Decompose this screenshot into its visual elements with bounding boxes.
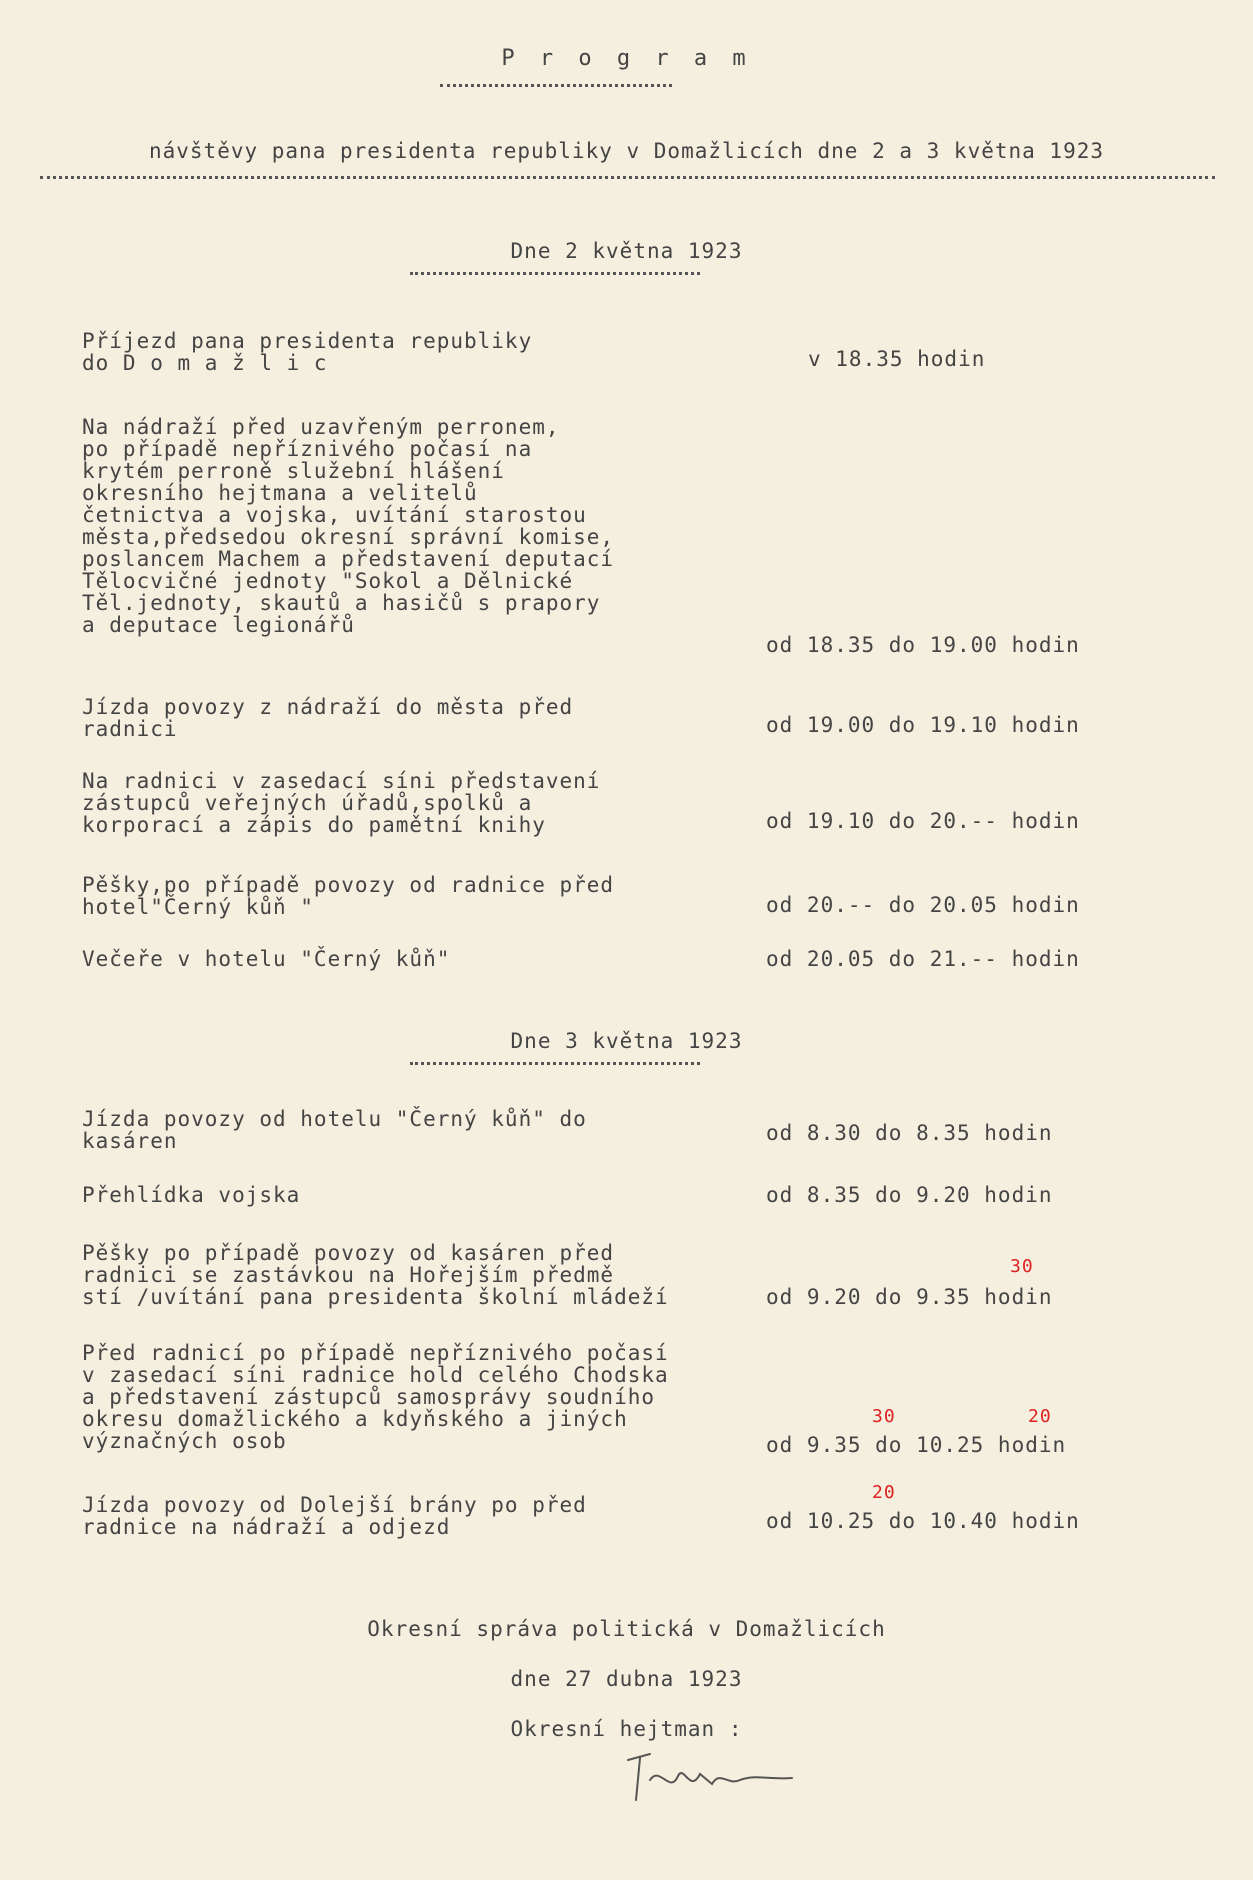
schedule-row bbox=[82, 696, 1182, 756]
issuing-office: Okresní správa politická v Domažlicích bbox=[367, 1617, 886, 1641]
schedule-row bbox=[82, 1242, 1182, 1322]
schedule-time: od 9.20 do 9.35 hodin bbox=[766, 1285, 1053, 1309]
document-subtitle: návštěvy pana presidenta republiky v Domažlicích dne 2 a 3 května 1923 bbox=[148, 139, 1104, 163]
document-title: P r o g r a m bbox=[501, 46, 752, 71]
schedule-time: od 8.30 do 8.35 hodin bbox=[766, 1121, 1053, 1145]
schedule-row bbox=[82, 874, 1182, 934]
schedule-description: Na radnici v zasedací síni představení zástupců veřejných úřadů,spolků a korporací a zápis do pamětní knihy bbox=[82, 769, 601, 837]
day2-heading-underline bbox=[410, 1062, 700, 1065]
schedule-time: od 10.25 do 10.40 hodin bbox=[766, 1509, 1080, 1533]
handwritten-signature bbox=[620, 1740, 800, 1820]
schedule-description: Pěšky,po případě povozy od radnice před hotel"Černý kůň " bbox=[82, 873, 615, 919]
schedule-time: od 18.35 do 19.00 hodin bbox=[766, 633, 1080, 657]
schedule-description: Přehlídka vojska bbox=[82, 1183, 301, 1207]
schedule-time: od 20.05 do 21.-- hodin bbox=[766, 947, 1080, 971]
signature-line-label: Okresní hejtman : bbox=[510, 1717, 743, 1741]
handwritten-correction: 30 bbox=[1010, 1256, 1034, 1277]
schedule-row bbox=[82, 1108, 1182, 1168]
schedule-time: v 18.35 hodin bbox=[808, 347, 986, 371]
schedule-description: Pěšky po případě povozy od kasáren před radnici se zastávkou na Hořejším předmě stí /uvítání pana presidenta školní mládeží bbox=[82, 1241, 669, 1309]
schedule-description: Jízda povozy od hotelu "Černý kůň" do kasáren bbox=[82, 1107, 587, 1153]
day2-heading: Dne 3 května 1923 bbox=[510, 1029, 743, 1053]
schedule-row bbox=[82, 1342, 1182, 1462]
schedule-row bbox=[82, 1184, 1182, 1244]
schedule-time: od 9.35 do 10.25 hodin bbox=[766, 1433, 1067, 1457]
day1-heading: Dne 2 května 1923 bbox=[510, 239, 743, 263]
subtitle-underline bbox=[40, 176, 1215, 179]
handwritten-correction: 30 bbox=[872, 1406, 896, 1427]
day1-heading-underline bbox=[410, 272, 700, 275]
schedule-row bbox=[82, 330, 1182, 390]
schedule-time: od 19.00 do 19.10 hodin bbox=[766, 713, 1080, 737]
title-underline bbox=[440, 84, 672, 87]
schedule-row bbox=[82, 948, 1182, 1008]
schedule-description: Příjezd pana presidenta republiky do D o m a ž l i c bbox=[82, 329, 533, 375]
schedule-row bbox=[82, 1482, 1182, 1554]
handwritten-correction: 20 bbox=[872, 1482, 896, 1503]
schedule-time: od 8.35 do 9.20 hodin bbox=[766, 1183, 1053, 1207]
schedule-description: Na nádraží před uzavřeným perronem, po případě nepříznivého počasí na krytém perroně služební hlášení okresního hejtmana a velitelů četnictva a vojska, uvítání starostou města,předsedou okresní správní komise, poslancem Machem a představení deputací Tělocvičné jednoty "Sokol a Dělnické Těl.jednoty, skautů a hasičů s prapory a deputace legionářů bbox=[82, 415, 615, 637]
schedule-row bbox=[82, 416, 1182, 666]
schedule-time: od 20.-- do 20.05 hodin bbox=[766, 893, 1080, 917]
schedule-row bbox=[82, 770, 1182, 850]
issue-date: dne 27 dubna 1923 bbox=[510, 1667, 743, 1691]
handwritten-correction: 20 bbox=[1028, 1406, 1052, 1427]
schedule-description: Jízda povozy od Dolejší brány po před radnice na nádraží a odjezd bbox=[82, 1493, 587, 1539]
schedule-description: Před radnicí po případě nepříznivého počasí v zasedací síni radnice hold celého Chodska a představení zástupců samosprávy soudního okresu domažlického a kdyňského a jiných význačných osob bbox=[82, 1341, 669, 1453]
schedule-description: Večeře v hotelu "Černý kůň" bbox=[82, 947, 451, 971]
schedule-description: Jízda povozy z nádraží do města před radnici bbox=[82, 695, 574, 741]
schedule-time: od 19.10 do 20.-- hodin bbox=[766, 809, 1080, 833]
